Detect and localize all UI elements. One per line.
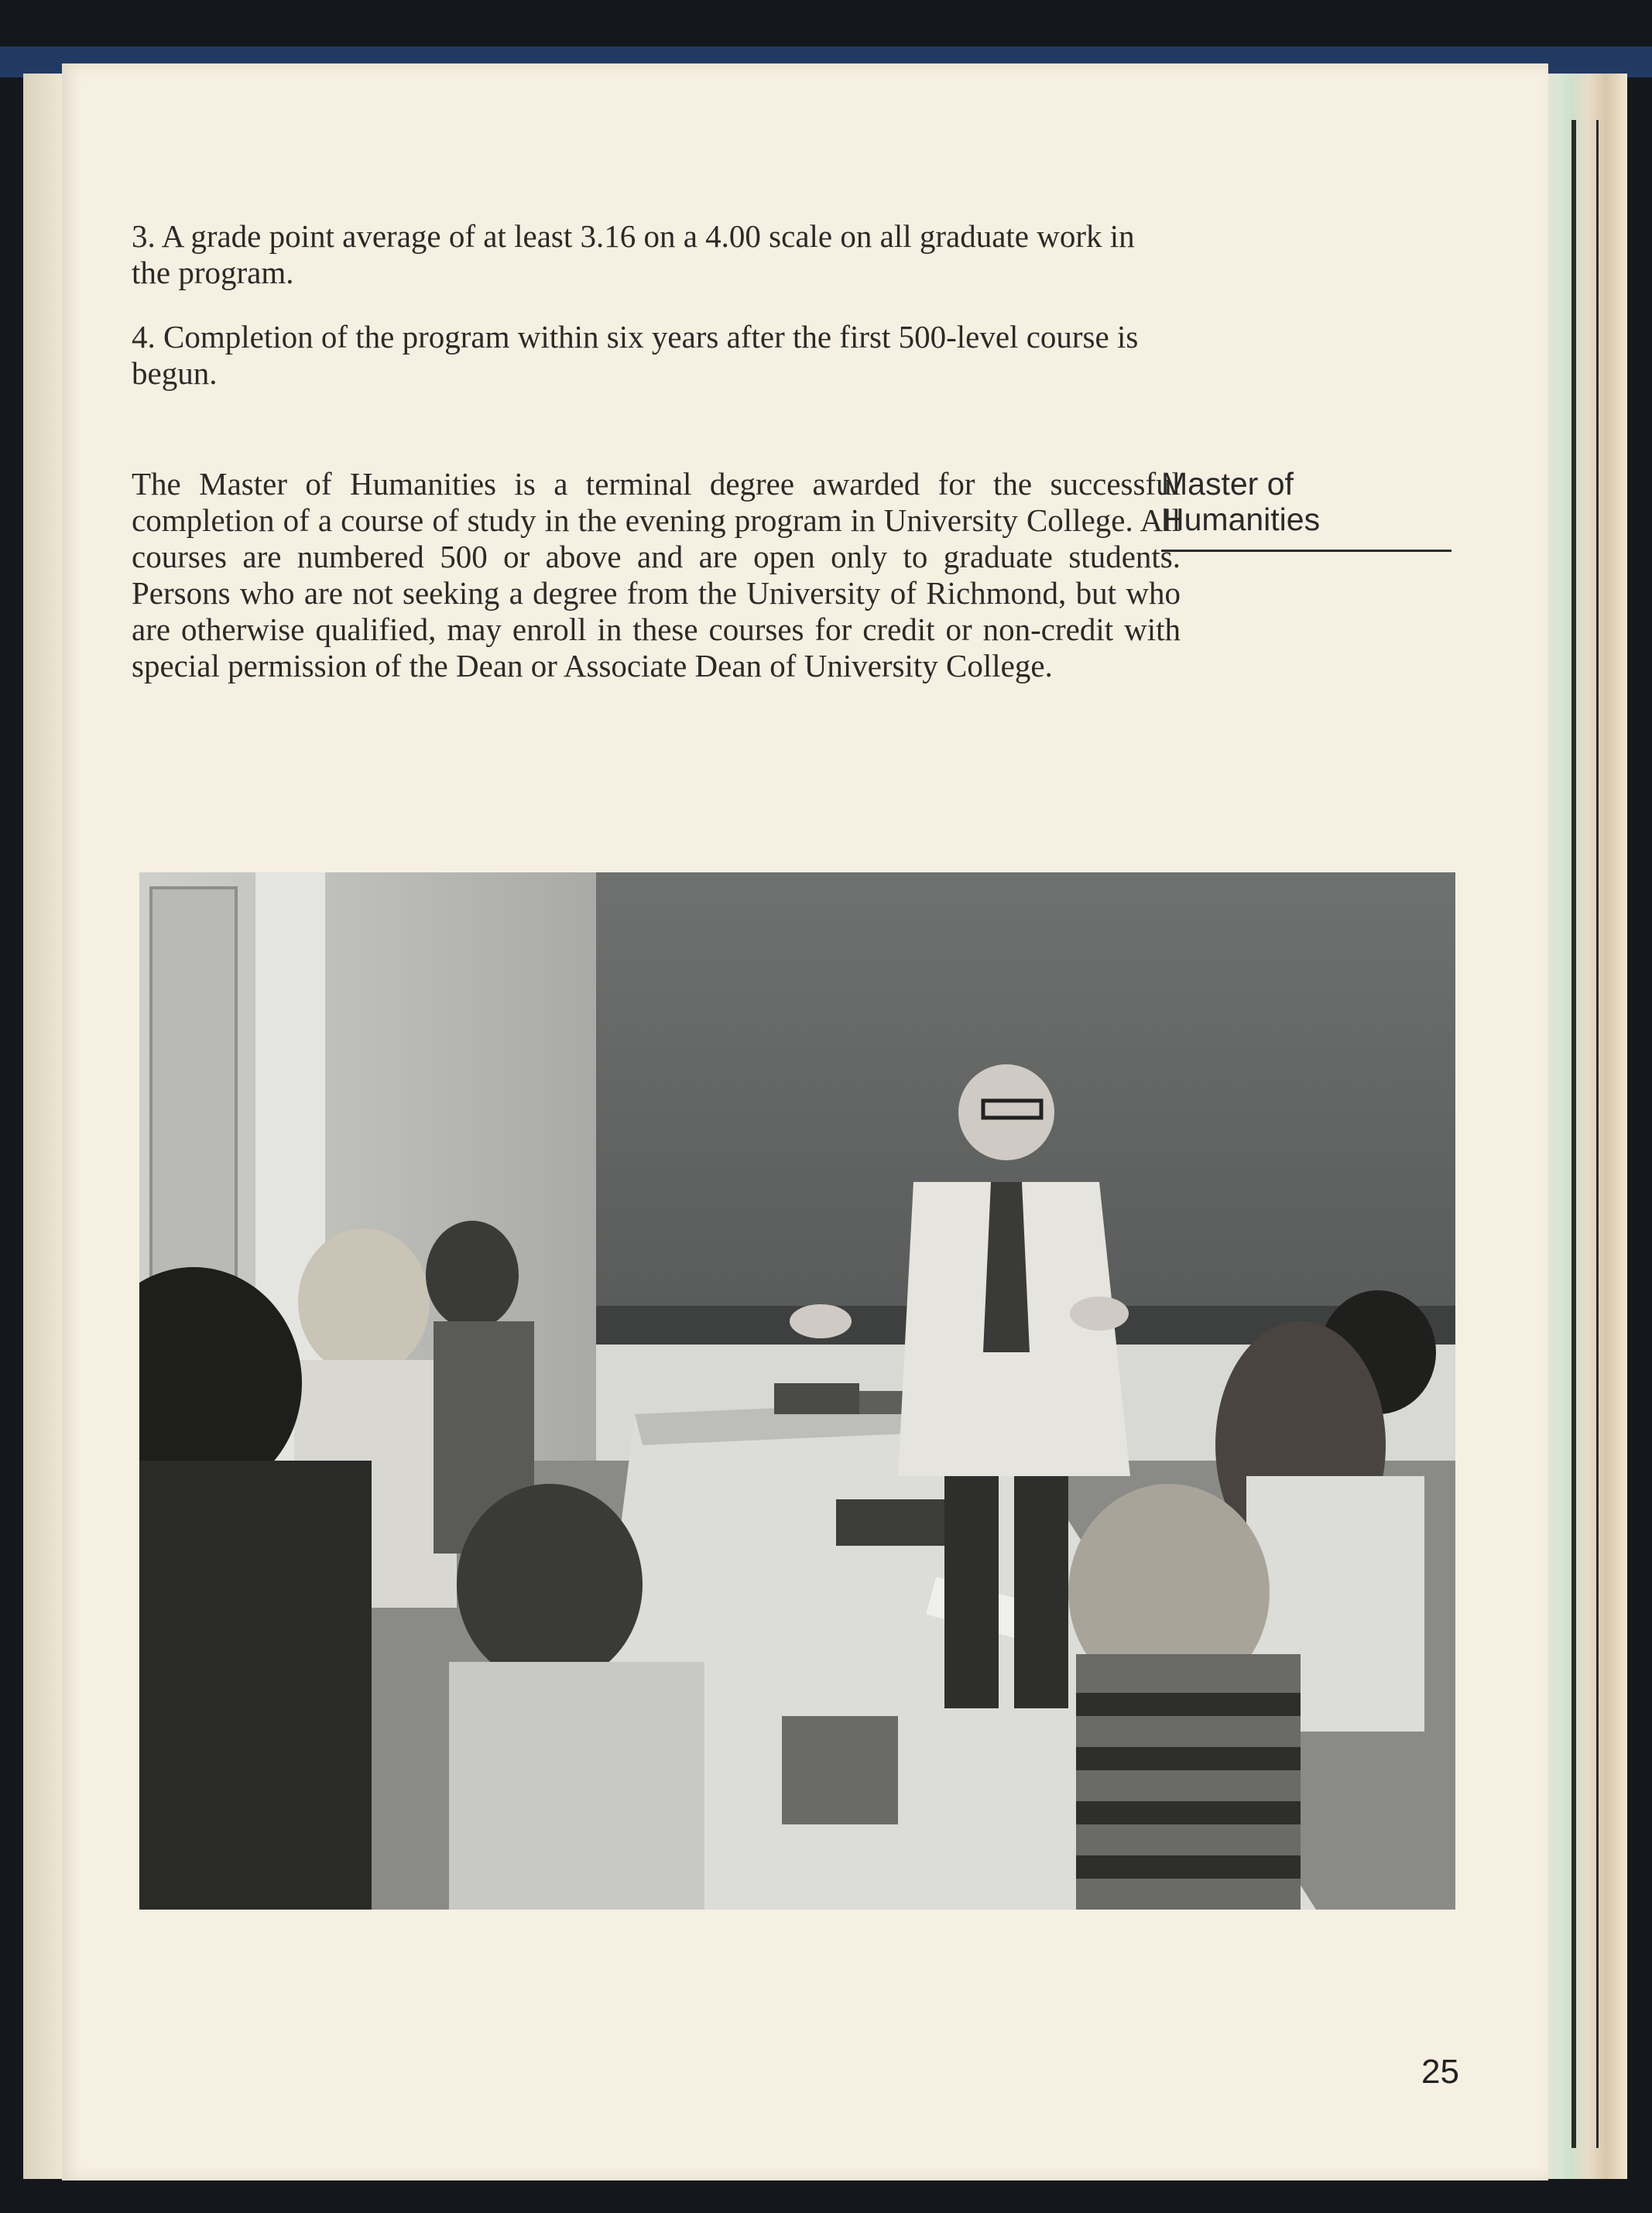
- binding-stripe: [1571, 120, 1576, 2148]
- page-number: 25: [1421, 2053, 1459, 2091]
- master-of-humanities-paragraph: The Master of Humanities is a terminal degree awarded for the successful completion of a course of study in the evening program in University College. All courses are numbered 500 or above and are open only to graduate students. Persons who are not seeking a degree from the University of Richmond, but who are otherwise qualified, may enroll in these courses for credit or non-credit with special permission of the Dean or Associate Dean of University College.: [132, 466, 1181, 683]
- binding-stripe: [1596, 120, 1599, 2148]
- classroom-photo-illustration: [139, 872, 1455, 1910]
- classroom-photo: [139, 872, 1455, 1910]
- requirement-4: 4. Completion of the program within six years after the first 500-level course is begun.: [132, 319, 1139, 391]
- left-page-edge: [23, 74, 66, 2179]
- section-heading-line2: Humanities: [1161, 502, 1321, 537]
- section-heading-line1: Master of: [1161, 466, 1294, 502]
- page-stack-edge: [1541, 74, 1627, 2179]
- section-heading: [1161, 466, 1451, 552]
- requirement-3: 3. A grade point average of at least 3.16 on a 4.00 scale on all graduate work in the program.: [132, 218, 1135, 290]
- page: [62, 63, 1548, 2180]
